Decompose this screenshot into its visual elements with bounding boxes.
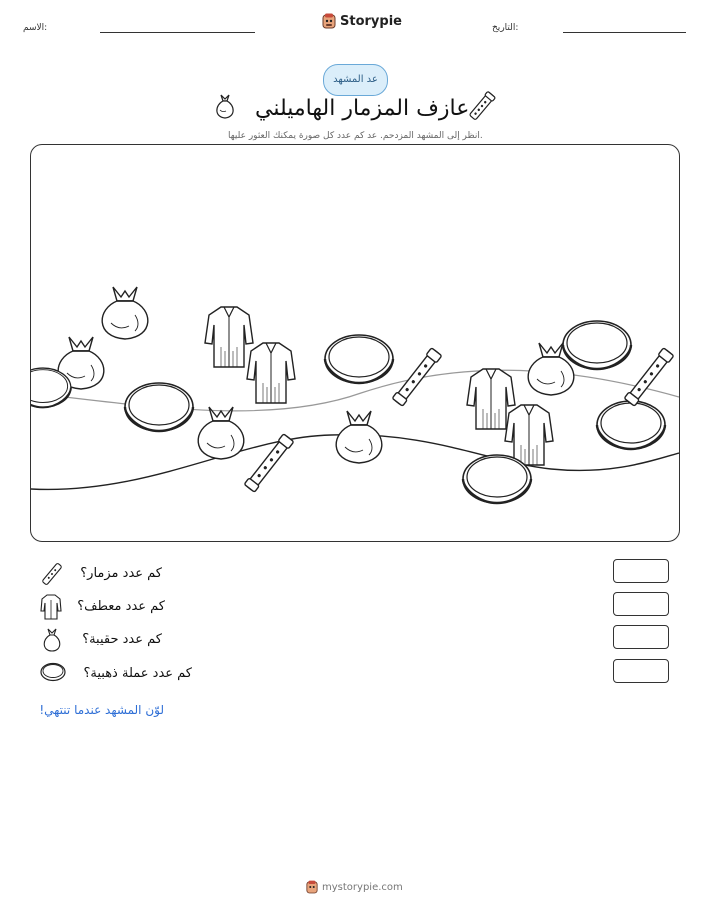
scene-drawing	[31, 145, 679, 541]
q4-coin-icon	[40, 662, 66, 686]
instructions: انظر إلى المشهد المزدحم. عد كم عدد كل صورة يمكنك العثور عليها.	[228, 131, 483, 141]
q3-bag-icon	[40, 627, 64, 657]
title-flute-icon	[468, 90, 496, 126]
page-title: عازف المزمار الهاميلني	[255, 96, 470, 121]
question-coat: كم عدد معطف؟	[77, 599, 165, 614]
coloring-instruction: لوّن المشهد عندما تنتهي!	[39, 703, 164, 717]
answer-box-bag[interactable]	[613, 625, 669, 649]
date-label: التاريخ:	[492, 23, 519, 33]
date-line[interactable]	[563, 32, 686, 33]
q2-coat-icon	[40, 593, 62, 625]
name-line[interactable]	[100, 32, 255, 33]
q1-flute-icon	[40, 561, 64, 591]
counting-scene	[30, 144, 680, 542]
storypie-mascot-icon	[322, 13, 336, 29]
answer-box-coin[interactable]	[613, 659, 669, 683]
footer-url[interactable]: mystorypie.com	[322, 881, 403, 893]
footer-mascot-icon	[306, 880, 318, 894]
question-coin: كم عدد عملة ذهبية؟	[83, 666, 192, 681]
question-bag: كم عدد حقيبة؟	[82, 632, 162, 647]
name-label: الاسم:	[23, 23, 48, 33]
brand-logo	[322, 13, 402, 29]
activity-badge: عد المشهد	[323, 64, 388, 96]
answer-box-flute[interactable]	[613, 559, 669, 583]
question-flute: كم عدد مزمار؟	[80, 566, 162, 581]
title-bag-icon	[212, 92, 238, 124]
brand-name: Storypie	[340, 13, 402, 29]
answer-box-coat[interactable]	[613, 592, 669, 616]
footer	[306, 880, 403, 894]
